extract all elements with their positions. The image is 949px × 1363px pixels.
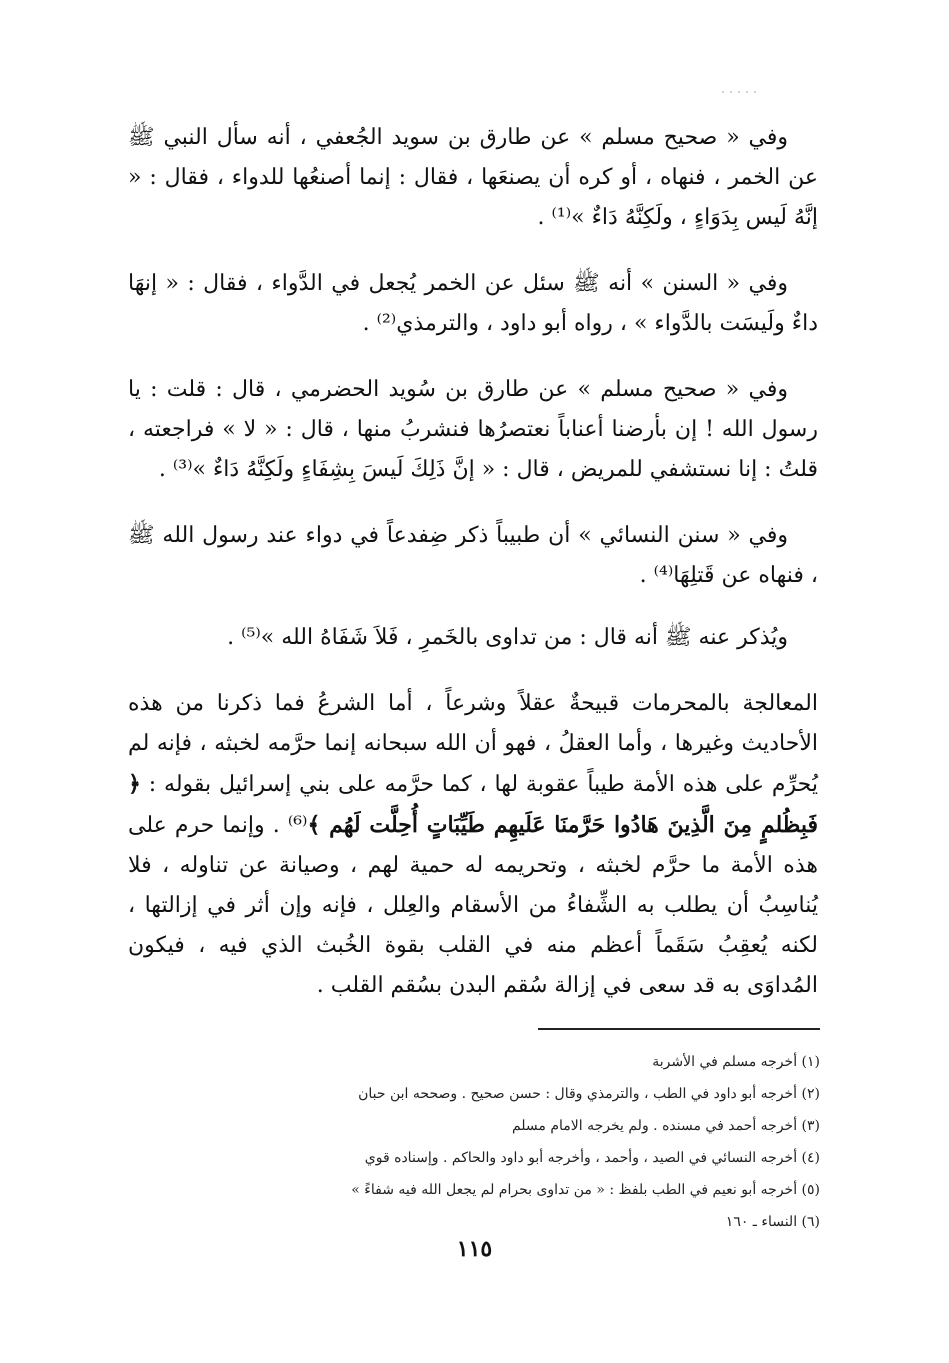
quran-footnote-ref: ⁽⁶⁾ bbox=[287, 813, 308, 838]
paragraph-2: وفي « السنن » أنه ﷺ سئل عن الخمر يُجعل في الدَّواء ، فقال : « إنهَا داءٌ ولَيسَت بالدَّواء » ، رواه أبو داود ، والترمذي⁽²⁾ . bbox=[128, 271, 818, 336]
main-text bbox=[128, 118, 818, 1006]
footnote-4: (٤) أخرجه النسائي في الصيد ، وأحمد ، وأخرجه أبو داود والحاكم . وإسناده قوي bbox=[364, 1150, 820, 1166]
quran-verse: ﴿ فَبِظُلمٍ مِنَ الَّذِينَ هَادُوا حَرَّمنَا عَلَيهِم طَيِّبَاتٍ أُحِلَّت لَهُم ﴾ bbox=[128, 771, 818, 838]
paragraph-1: وفي « صحيح مسلم » عن طارق بن سويد الجُعفي ، أنه سأل النبي ﷺ عن الخمر ، فنهاه ، أو كره أن يصنعَها ، فقال : إنما أصنعُها للدواء ، فقال : « إنَّهُ لَيس بِدَوَاءٍ ، ولَكِنَّهُ دَاءٌ »⁽¹⁾ . bbox=[128, 125, 818, 230]
paragraph-6-part2: . وإنما حرم على هذه الأمة ما حرَّم لخبثه ، وتحريمه له حمية لهم ، وصيانة عن تناوله ، فلا يُناسِبُ أن يطلب به الشِّفاءُ من الأسقام والعِلل ، فإنه وإن أثر في إزالتها ، لكنه يُعقِبُ سَقَماً أعظم منه في القلب بقوة الخُبث الذي فيه ، فيكون المُداوَى به قد سعى في إزالة سُقم البدن بسُقم القلب . bbox=[128, 813, 818, 998]
paragraph-5: ويُذكر عنه ﷺ أنه قال : من تداوى بالخَمرِ ، فَلاَ شَفَاهُ الله »⁽⁵⁾ . bbox=[227, 625, 788, 650]
footnote-2: (٢) أخرجه أبو داود في الطب ، والترمذي وقال : حسن صحيح . وصححه ابن حبان bbox=[358, 1086, 820, 1102]
paragraph-3: وفي « صحيح مسلم » عن طارق بن سُويد الحضرمي ، قال : قلت : يا رسول الله ! إن بأرضنا أعناباً نعتصرُها فنشربُ منها ، قال : « لا » فراجعته ، قلتُ : إنا نستشفي للمريض ، قال : « إنَّ ذَلِكَ لَيسَ بِشِفَاءٍ ولَكِنَّهُ دَاءٌ »⁽³⁾ . bbox=[128, 377, 818, 482]
footnotes bbox=[120, 1046, 820, 1238]
paragraph-6 bbox=[128, 684, 818, 1006]
footnote-divider bbox=[538, 1028, 820, 1030]
paragraph-6-part1: المعالجة بالمحرمات قبيحةٌ عقلاً وشرعاً ، أما الشرعُ فما ذكرنا من هذه الأحاديث وغيرها ، وأما العقلُ ، فهو أن الله سبحانه إنما حرَّمه لخبثه ، فإنه لم يُحرِّم على هذه الأمة طيباً عقوبة لها ، كما حرَّمه على بني إسرائيل بقوله : bbox=[128, 691, 818, 797]
footnote-3: (٣) أخرجه أحمد في مسنده . ولم يخرجه الامام مسلم bbox=[511, 1118, 820, 1134]
footnote-5: (٥) أخرجه أبو نعيم في الطب بلفظ : « من تداوى بحرام لم يجعل الله فيه شفاءً » bbox=[351, 1182, 820, 1198]
footnote-6: (٦) النساء ـ ١٦٠ bbox=[725, 1214, 820, 1230]
paragraph-4: وفي « سنن النسائي » أن طبيباً ذكر ضِفدعاً في دواء عند رسول الله ﷺ ، فنهاه عن قَتلِهَا⁽⁴⁾ . bbox=[128, 523, 818, 588]
scan-artifact bbox=[719, 78, 779, 92]
page-number: ١١٥ bbox=[456, 1236, 493, 1262]
footnote-1: (١) أخرجه مسلم في الأشربة bbox=[652, 1054, 820, 1070]
